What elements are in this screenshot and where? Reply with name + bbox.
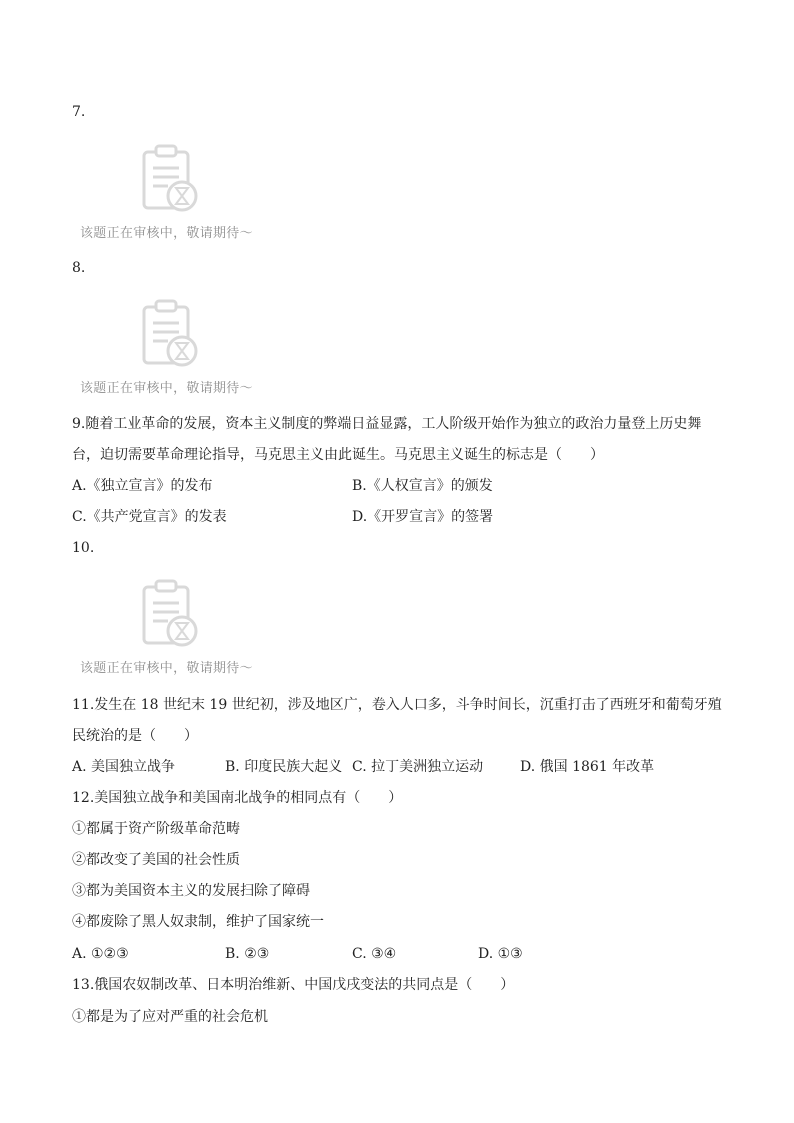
- question-11-stem-line1: 11.发生在 18 世纪末 19 世纪初，涉及地区广，卷入人口多，斗争时间长，沉重打击了西班牙和葡萄牙殖: [72, 697, 722, 713]
- question-10-number: 10.: [72, 540, 95, 556]
- question-7-number: 7.: [72, 104, 86, 120]
- question-11-option-c: C. 拉丁美洲独立运动: [352, 759, 484, 775]
- clipboard-hourglass-icon: [136, 299, 206, 371]
- question-9-stem-line2: 台，迫切需要革命理论指导，马克思主义由此诞生。马克思主义诞生的标志是（ ）: [72, 447, 604, 463]
- question-9-option-b: B.《人权宣言》的颁发: [352, 478, 493, 494]
- question-11-option-d: D. 俄国 1861 年改革: [520, 759, 655, 775]
- question-12-stem: 12.美国独立战争和美国南北战争的相同点有（ ）: [72, 790, 403, 806]
- question-12-item-2: ②都改变了美国的社会性质: [72, 852, 240, 868]
- question-12-option-d: D. ①③: [478, 946, 523, 962]
- question-11-option-b: B. 印度民族大起义: [225, 759, 343, 775]
- question-9-option-c: C.《共产党宣言》的发表: [72, 509, 227, 525]
- question-8-number: 8.: [72, 260, 86, 276]
- question-13-item-1: ①都是为了应对严重的社会危机: [72, 1009, 268, 1025]
- question-9-option-d: D.《开罗宣言》的签署: [352, 509, 494, 525]
- pending-review-text: 该题正在审核中，敬请期待～: [80, 226, 253, 241]
- question-9-option-a: A.《独立宣言》的发布: [72, 478, 213, 494]
- question-12-item-4: ④都废除了黑人奴隶制，维护了国家统一: [72, 914, 324, 930]
- question-9-stem-line1: 9.随着工业革命的发展，资本主义制度的弊端日益显露，工人阶级开始作为独立的政治力量登上历史舞: [72, 416, 702, 432]
- pending-review-text: 该题正在审核中，敬请期待～: [80, 661, 253, 676]
- pending-review-text: 该题正在审核中，敬请期待～: [80, 381, 253, 396]
- question-12-option-b: B. ②③: [225, 946, 270, 962]
- question-12-item-3: ③都为美国资本主义的发展扫除了障碍: [72, 883, 310, 899]
- clipboard-hourglass-icon: [136, 579, 206, 651]
- question-12-item-1: ①都属于资产阶级革命范畴: [72, 821, 240, 837]
- question-11-stem-line2: 民统治的是（ ）: [72, 728, 198, 744]
- pending-review-placeholder: [80, 579, 280, 679]
- question-13-stem: 13.俄国农奴制改革、日本明治维新、中国戊戌变法的共同点是（ ）: [72, 977, 515, 993]
- question-12-option-a: A. ①②③: [72, 946, 129, 962]
- pending-review-placeholder: [80, 144, 280, 244]
- clipboard-hourglass-icon: [136, 144, 206, 216]
- question-12-option-c: C. ③④: [352, 946, 397, 962]
- pending-review-placeholder: [80, 299, 280, 399]
- question-11-option-a: A. 美国独立战争: [72, 759, 176, 775]
